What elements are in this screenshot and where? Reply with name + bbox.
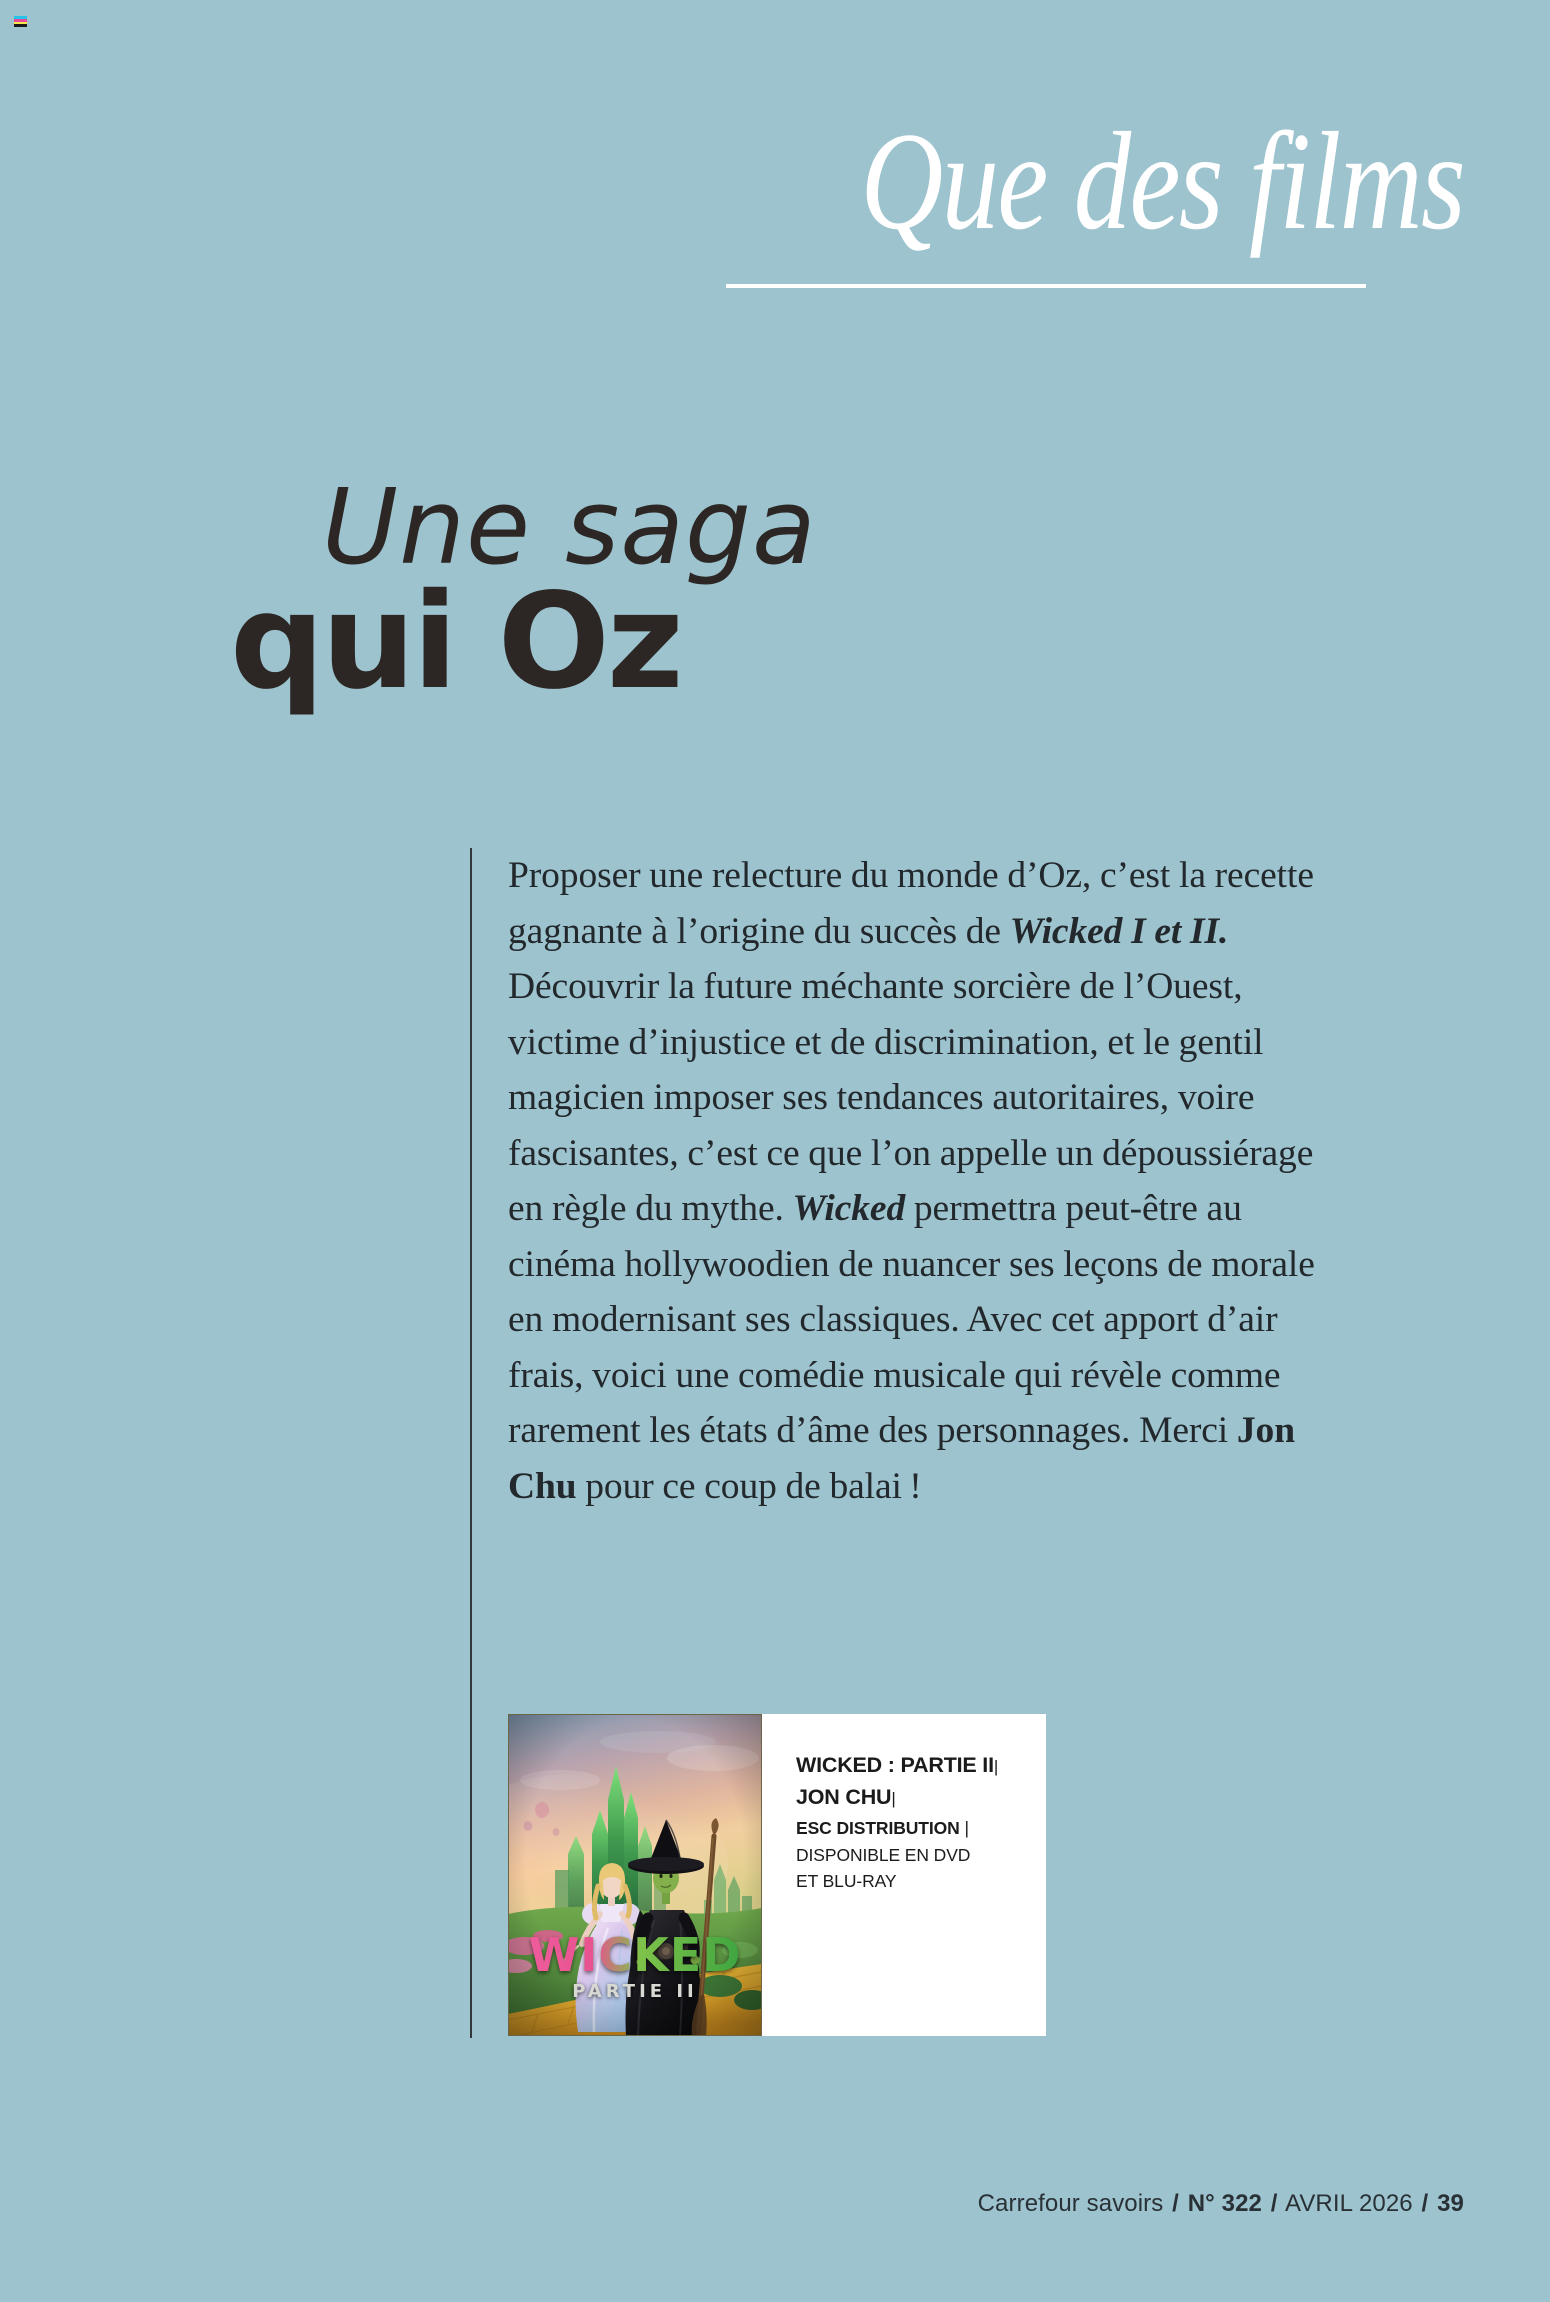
- article-body: [470, 848, 1350, 1514]
- caption-director-separator: |: [891, 1789, 896, 1808]
- caption-distributor-text: ESC DISTRIBUTION: [796, 1818, 960, 1838]
- footer-separator-3: /: [1421, 2190, 1429, 2217]
- caption-director-text: JON CHU: [796, 1785, 892, 1809]
- article-emphasis-wicked: Wicked: [792, 1188, 906, 1229]
- section-rubric: [464, 104, 1464, 292]
- footer-issue-date: AVRIL 2026: [1285, 2190, 1413, 2217]
- article-paragraph: [470, 848, 1350, 1514]
- caption-distributor-separator: |: [964, 1818, 969, 1838]
- article-emphasis-wicked-1-2: Wicked I et II.: [1009, 910, 1229, 952]
- cmyk-color-bar-icon: [14, 16, 27, 27]
- dvd-cover-artwork: [508, 1714, 762, 2036]
- dvd-cover-logo-subtitle: PARTIE II: [572, 1981, 698, 2002]
- rubric-underline-rule: [726, 284, 1366, 288]
- article-text-part-3: permettra peut-être au cinéma hollywoodien de nuancer ses leçons de morale en modernisant ses classiques. Avec cet apport d’air frais, voici une comédie musicale qui révèle comme rarement les états d’âme des personnages. Merci: [508, 1188, 1315, 1451]
- color-swatch-black: [14, 24, 27, 27]
- page-title: [230, 466, 1322, 719]
- footer-separator-2: /: [1270, 2190, 1278, 2217]
- caption-director: [796, 1782, 1016, 1814]
- page-title-line-2: qui Oz: [230, 564, 681, 719]
- page-footer: [978, 2190, 1464, 2218]
- page-title-line-1: Une saga: [322, 466, 817, 589]
- section-rubric-label: Que des films: [860, 104, 1464, 259]
- article-text-part-2: Découvrir la future méchante sorcière de l’Ouest, victime d’injustice et de discrimination, et le gentil magicien imposer ses tendances autoritaires, voire fascisantes, c’est ce que l’on appelle un dépoussiérage en règle du mythe.: [508, 966, 1314, 1229]
- article-emphasis-jon-chu: Jon Chu: [508, 1410, 1295, 1507]
- footer-issue-number: N° 322: [1187, 2190, 1262, 2217]
- caption-availability-line-1: DISPONIBLE EN DVD: [796, 1845, 971, 1865]
- footer-separator-1: /: [1172, 2190, 1179, 2217]
- article-text-part-4: pour ce coup de balai !: [576, 1465, 922, 1507]
- film-info-card: [508, 1714, 1046, 2036]
- caption-title-separator: |: [993, 1757, 999, 1776]
- film-caption-block: [762, 1714, 1046, 2036]
- footer-publication: Carrefour savoirs: [977, 2190, 1164, 2217]
- caption-distributor: [796, 1814, 1016, 1842]
- caption-availability-line-2: ET BLU-RAY: [796, 1871, 897, 1891]
- caption-film-title-text: WICKED : PARTIE II: [796, 1753, 994, 1777]
- footer-page-number: 39: [1437, 2190, 1464, 2217]
- caption-film-title: [796, 1750, 1016, 1782]
- article-text-part-1: Proposer une relecture du monde d’Oz, c’est la recette gagnante à l’origine du succès de: [508, 855, 1314, 952]
- dvd-cover-image: [508, 1714, 762, 2036]
